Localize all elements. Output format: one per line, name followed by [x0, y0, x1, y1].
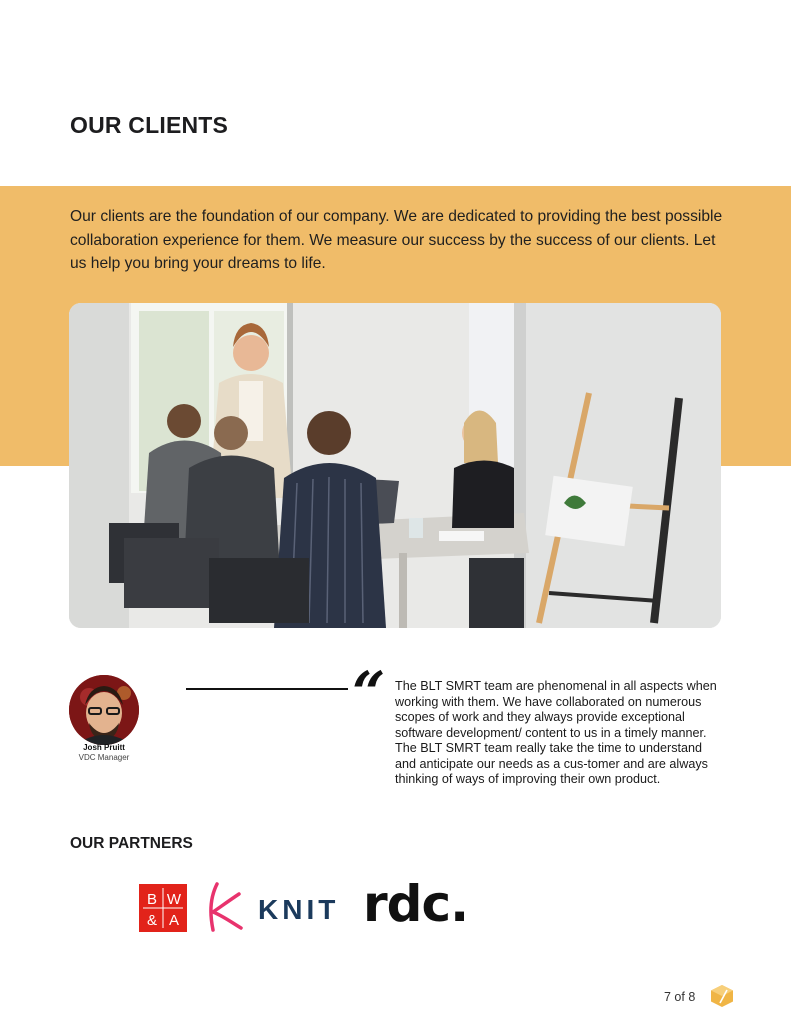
bwa-letter-amp: & — [146, 912, 158, 929]
knit-logo-icon — [205, 882, 245, 934]
page-title: OUR CLIENTS — [70, 112, 229, 138]
bwa-logo — [139, 884, 187, 932]
bwa-letter-a: A — [168, 912, 180, 929]
brand-cube-icon — [710, 984, 734, 1008]
testimonial-avatar — [69, 675, 139, 745]
bwa-letter-w: W — [166, 891, 182, 908]
partners-title: OUR PARTNERS — [70, 835, 193, 852]
clients-intro: Our clients are the foundation of our company. We are dedicated to providing the best possible collaboration experience for them. We measure our success by the success of our clients. Let us help you bring your dreams to life. — [70, 208, 723, 272]
rdc-logo: rdc. — [363, 875, 469, 933]
team-meeting-photo — [69, 303, 721, 628]
testimonial-quote: The BLT SMRT team are phenomenal in all aspects when working with them. We have collaborated on numerous scopes of work and they always provide exceptional software development/ content to us in a timely manner. The BLT SMRT team really take the time to understand and anticipate our needs as a cus-tomer and are always thinking of ways of improving their own product. — [395, 679, 717, 786]
testimonial-name: Josh Pruitt — [83, 743, 125, 752]
bwa-letter-b: B — [146, 891, 158, 908]
testimonial-role: VDC Manager — [78, 753, 130, 762]
quote-mark-icon: “ — [352, 659, 386, 727]
page-number: 7 of 8 — [664, 990, 696, 1004]
knit-logo: KNIT — [258, 894, 340, 925]
quote-divider — [186, 688, 348, 690]
